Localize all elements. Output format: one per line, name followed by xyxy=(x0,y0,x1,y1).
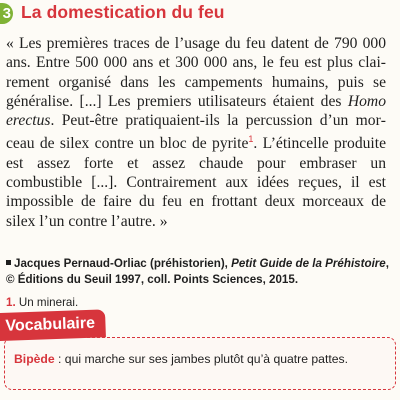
vocabulary-term: Bipède xyxy=(14,352,55,366)
section-number-badge: 3 xyxy=(0,3,13,24)
footnote-reference: 1 xyxy=(248,134,254,145)
vocabulary-heading: Vocabulaire xyxy=(0,309,105,341)
quote-text xyxy=(6,34,386,231)
vocabulary-definition: : qui marche sur ses jambes plutôt qu’à quatre pattes. xyxy=(54,352,348,366)
source-book-title: Petit Guide de la Préhistoire xyxy=(231,257,386,270)
source-author: Jacques Pernaud-Orliac (préhistorien), xyxy=(14,257,232,270)
footnote xyxy=(6,296,78,309)
quote-part-3: . L’étincelle produite est assez forte et assez chaude pour embraser un combustible [...]. Contrairement aux idées reçues, il est impossible de faire du feu en frottant deux morceaux de silex l’un contre l’autre. xyxy=(6,135,387,230)
quote-part-2: . Peut-être pratiquaient-ils la percussion d’un morceau de silex contre un bloc de pyrite xyxy=(6,112,386,153)
section-header xyxy=(0,2,400,28)
quote-species: Homo erectus xyxy=(6,92,386,130)
source-citation xyxy=(6,256,394,288)
source-publisher: , © Éditions du Seuil 1997, coll. Points Sciences, 2015. xyxy=(6,257,389,286)
footnote-text: Un minerai. xyxy=(15,296,79,309)
quote-open-mark: « xyxy=(6,35,19,52)
footnote-number: 1. xyxy=(6,296,16,309)
quote-close-mark: » xyxy=(155,212,168,230)
quote-part-1: Les premières traces de l’usage du feu datent de 790 000 ans. Entre 500 000 ans et 300 000 ans, le feu est plus clairement organisé dans les campements humains, puis se généralise. [...] Les premiers utilisateurs étaient des xyxy=(6,35,386,110)
section-title: La domestication du feu xyxy=(21,2,225,22)
square-bullet-icon xyxy=(6,260,11,265)
vocabulary-entry xyxy=(14,352,348,366)
